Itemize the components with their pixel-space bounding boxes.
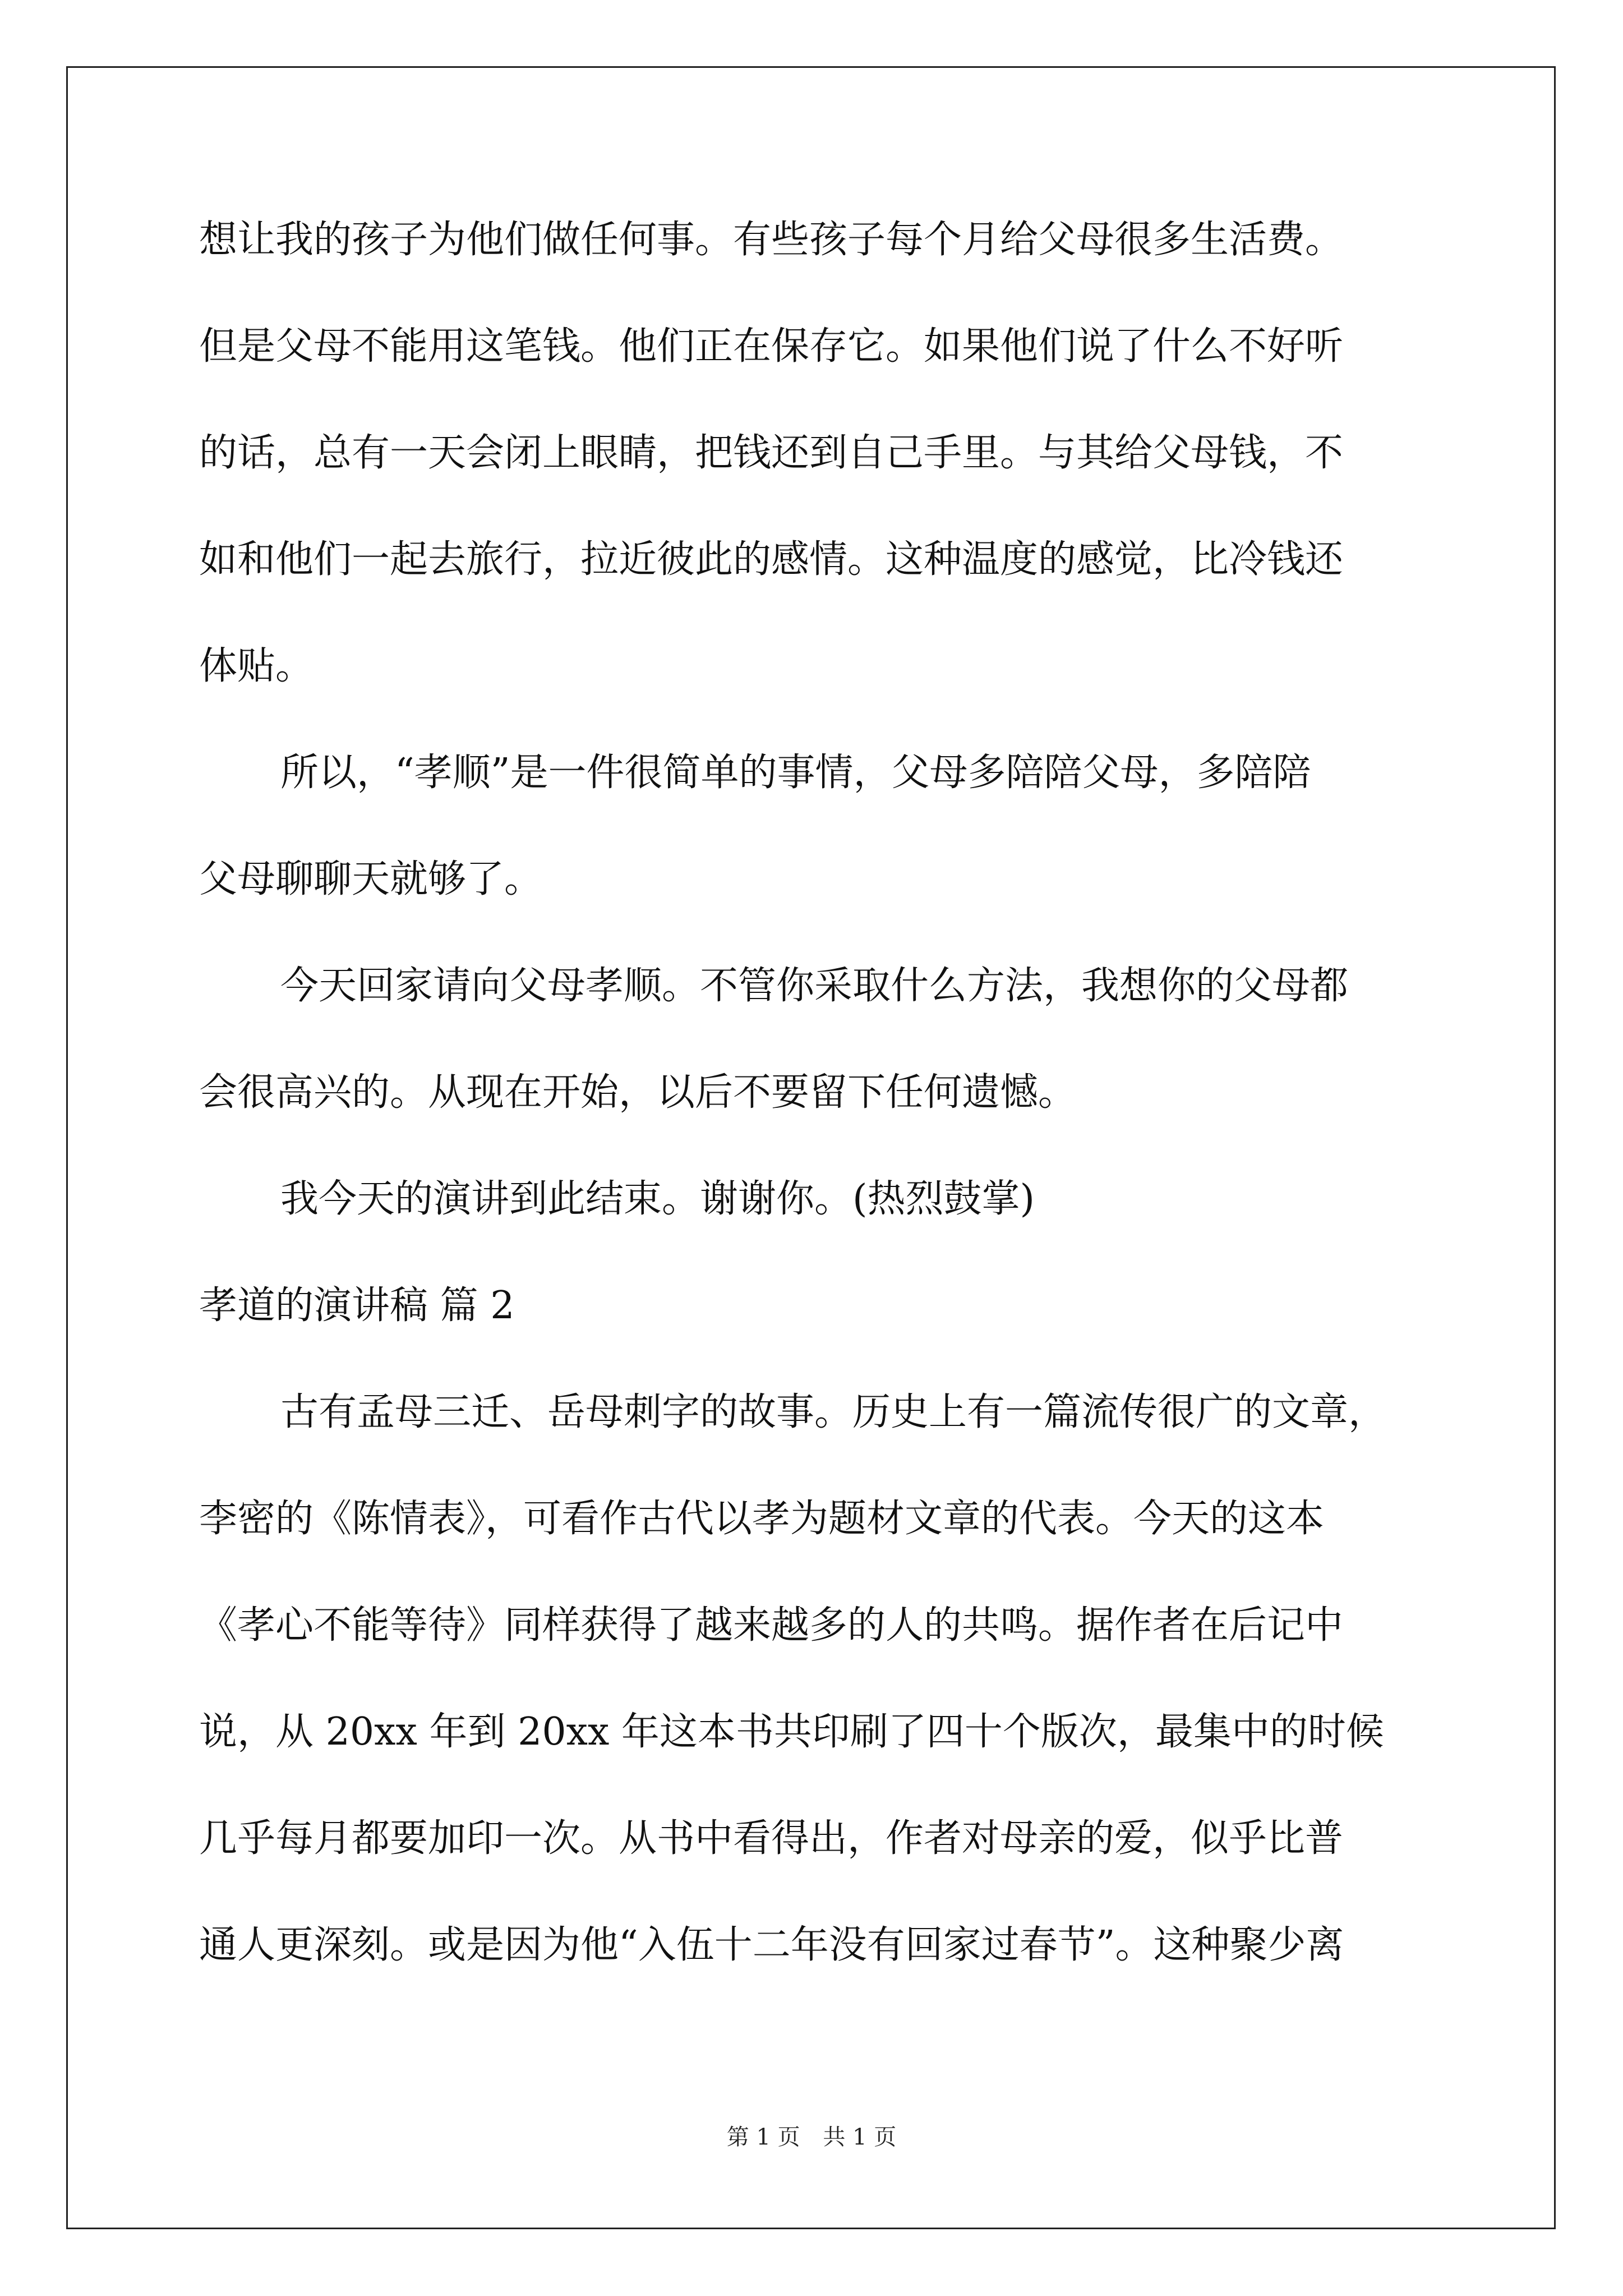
text-line: 李密的《陈情表》，可看作古代以孝为题材文章的代表。今天的这本 xyxy=(199,1497,1325,1541)
text-line: 今天回家请向父母孝顺。不管你采取什么方法，我想你的父母都 xyxy=(280,964,1349,1008)
text-line: 会很高兴的。从现在开始，以后不要留下任何遗憾。 xyxy=(199,1070,1077,1115)
text-line: 的话，总有一天会闭上眼睛，把钱还到自己手里。与其给父母钱，不 xyxy=(199,431,1344,475)
page-number: 第 1 页 xyxy=(726,2124,800,2150)
heading-text: 孝道的演讲稿 篇 2 xyxy=(199,1283,515,1328)
text-line: 几乎每月都要加印一次。从书中看得出，作者对母亲的爱，似乎比普 xyxy=(199,1816,1344,1861)
page-total: 共 1 页 xyxy=(823,2124,897,2150)
document-body xyxy=(199,213,1450,2025)
text-line: 古有孟母三迁、岳母刺字的故事。历史上有一篇流传很广的文章， xyxy=(280,1390,1387,1434)
paragraph xyxy=(199,1172,1450,1226)
text-line: 通人更深刻。或是因为他“入伍十二年没有回家过春节”。这种聚少离 xyxy=(199,1923,1344,1967)
paragraph xyxy=(199,746,1450,906)
paragraph xyxy=(199,959,1450,1119)
page-footer xyxy=(0,2123,1623,2151)
text-line: 父母聊聊天就够了。 xyxy=(199,857,543,901)
text-line: 《孝心不能等待》同样获得了越来越多的人的共鸣。据作者在后记中 xyxy=(199,1603,1344,1648)
text-line: 如和他们一起去旅行，拉近彼此的感情。这种温度的感觉，比冷钱还 xyxy=(199,537,1344,582)
text-line: 但是父母不能用这笔钱。他们正在保存它。如果他们说了什么不好听 xyxy=(199,324,1344,369)
text-line: 想让我的孩子为他们做任何事。有些孩子每个月给父母很多生活费。 xyxy=(199,218,1344,262)
paragraph xyxy=(199,213,1450,693)
text-line: 体贴。 xyxy=(199,644,314,688)
section-heading xyxy=(199,1279,1450,1332)
paragraph xyxy=(199,1386,1450,1972)
text-line: 说，从 20xx 年到 20xx 年这本书共印刷了四十个版次，最集中的时候 xyxy=(199,1710,1384,1754)
text-line: 所以，“孝顺”是一件很简单的事情，父母多陪陪父母，多陪陪 xyxy=(280,751,1311,795)
text-line: 我今天的演讲到此结束。谢谢你。(热烈鼓掌) xyxy=(280,1177,1035,1221)
